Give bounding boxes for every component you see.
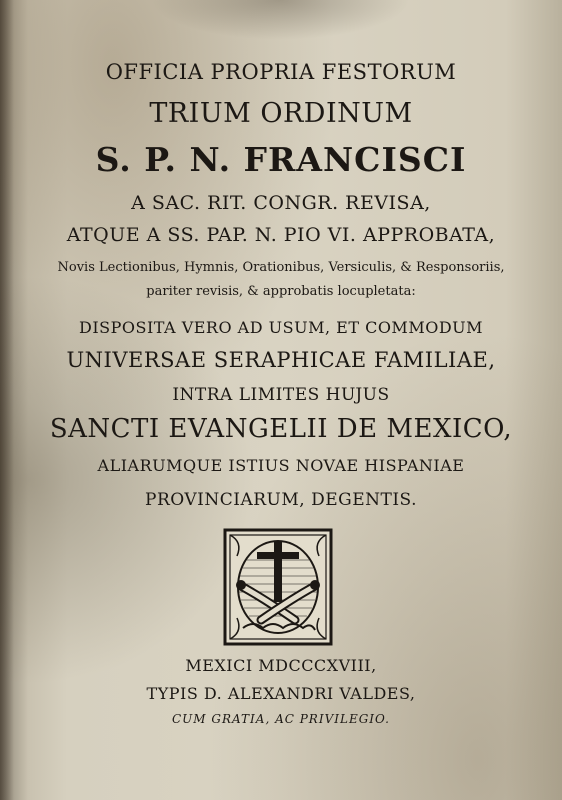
title-line-officia: OFFICIA PROPRIA FESTORUM	[105, 60, 457, 84]
imprint-privilege: CUM GRATIA, AC PRIVILEGIO.	[172, 712, 390, 726]
imprint-printer: TYPIS D. ALEXANDRI VALDES,	[146, 684, 416, 703]
title-line-mexico: SANCTI EVANGELII DE MEXICO,	[49, 414, 513, 444]
paper-stain	[150, 0, 410, 40]
franciscan-arms-icon	[223, 528, 333, 646]
title-line-revisa: A SAC. RIT. CONGR. REVISA,	[131, 192, 431, 214]
title-line-degentis: PROVINCIARUM, DEGENTIS.	[145, 490, 417, 510]
title-line-approbata: ATQUE A SS. PAP. N. PIO VI. APPROBATA,	[66, 224, 496, 246]
title-line-hispaniae: ALIARUMQUE ISTIUS NOVAE HISPANIAE	[97, 456, 465, 475]
title-line-francisci: S. P. N. FRANCISCI	[95, 140, 467, 179]
subtitle-line-lectionibus: Novis Lectionibus, Hymnis, Orationibus, Versiculis, & Responsoriis,	[57, 260, 505, 275]
title-line-intra-limites: INTRA LIMITES HUJUS	[172, 385, 390, 405]
imprint-place-year: MEXICI MDCCCXVIII,	[185, 656, 377, 675]
title-line-disposita: DISPOSITA VERO AD USUM, ET COMMODUM	[78, 318, 484, 337]
title-line-seraphicae: UNIVERSAE SERAPHICAE FAMILIAE,	[66, 348, 496, 372]
subtitle-line-locupletata: pariter revisis, & approbatis locupletata:	[146, 284, 416, 299]
title-line-trium-ordinum: TRIUM ORDINUM	[149, 98, 413, 129]
